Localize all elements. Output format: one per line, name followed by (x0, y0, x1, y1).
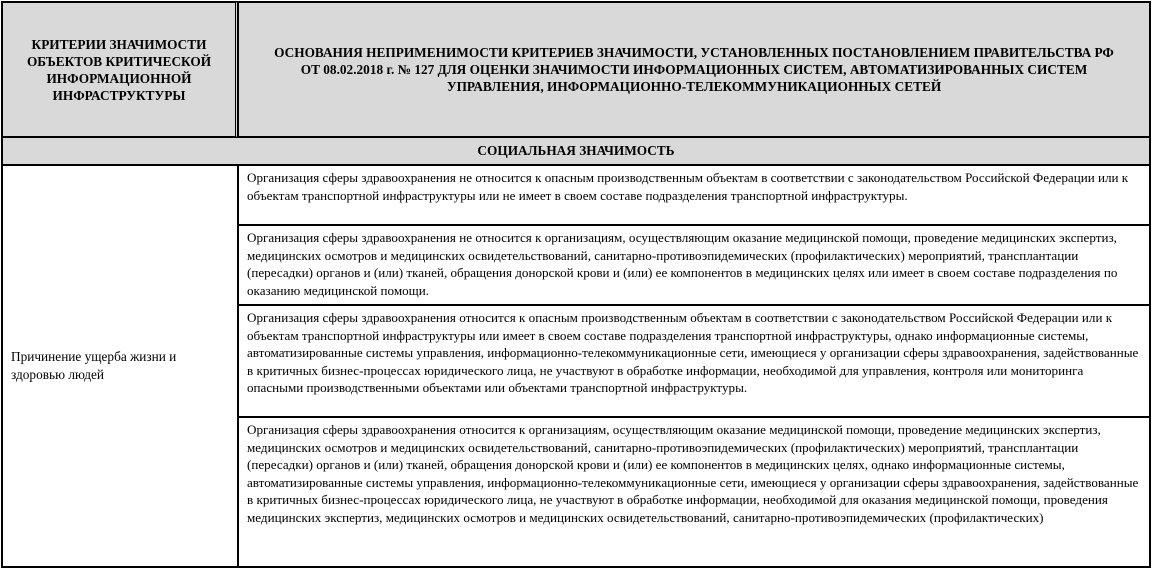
criteria-table (1, 1, 1151, 568)
ground-cell: Организация сферы здравоохранения относится к опасным производственным объектам в соответствии с законодательством Российской Федерации или к объектам транспортной инфраструктуры или имеет в своем составе подразделения транспортной инфраструктуры, однако информационные системы, автоматизированные системы управления, информационно-телекоммуникационные сети, имеющиеся у организации сферы здравоохранения, задействованные в критичных бизнес-процессах юридического лица, не участвуют в обработке информации, необходимой для управления, контроля или мониторинга опасными производственными объектами или объектами транспортной инфраструктуры. (238, 305, 1150, 417)
section-title: СОЦИАЛЬНАЯ ЗНАЧИМОСТЬ (2, 137, 1150, 165)
ground-cell: Организация сферы здравоохранения относится к организациям, осуществляющим оказание медицинской помощи, проведение медицинских экспертиз, медицинских осмотров и медицинских освидетельствований, санитарно-противоэпидемических (профилактических) мероприятий, трансплантации (пересадки) органов и (или) тканей, обращения донорской крови и (или) ее компонентов в медицинских целях, однако информационные системы, автоматизированные системы управления, информационно-телекоммуникационные сети, имеющиеся у организации сферы здравоохранения, задействованные в критичных бизнес-процессах юридического лица, не участвуют в обработке информации, необходимой для оказания медицинской помощи, проведения медицинских экспертиз, медицинских осмотров и медицинских освидетельствований, санитарно-противоэпидемических (профилактических) (238, 417, 1150, 567)
ground-cell: Организация сферы здравоохранения не относится к опасным производственным объектам в соответствии с законодательством Российской Федерации или к объектам транспортной инфраструктуры или не имеет в своем составе подразделения транспортной инфраструктуры. (238, 165, 1150, 225)
criteria-column-header: КРИТЕРИИ ЗНАЧИМОСТИ ОБЪЕКТОВ КРИТИЧЕСКОЙ ИНФОРМАЦИОННОЙ ИНФРАСТРУКТУРЫ (2, 2, 238, 137)
criterion-cell: Причинение ущерба жизни и здоровью людей (2, 165, 238, 567)
table-row (2, 165, 1150, 225)
header-row (2, 2, 1150, 137)
ground-cell: Организация сферы здравоохранения не относится к организациям, осуществляющим оказание медицинской помощи, проведение медицинских экспертиз, медицинских осмотров и медицинских освидетельствований, санитарно-противоэпидемических (профилактических) мероприятий, трансплантации (пересадки) органов и (или) тканей, обращения донорской крови и (или) ее компонентов в медицинских целях или имеет в своем составе подразделения по оказанию медицинской помощи. (238, 225, 1150, 305)
section-row (2, 137, 1150, 165)
grounds-column-header: ОСНОВАНИЯ НЕПРИМЕНИМОСТИ КРИТЕРИЕВ ЗНАЧИМОСТИ, УСТАНОВЛЕННЫХ ПОСТАНОВЛЕНИЕМ ПРАВИТЕЛЬСТВА РФ ОТ 08.02.2018 г. № 127 ДЛЯ ОЦЕНКИ ЗНАЧИМОСТИ ИНФОРМАЦИОННЫХ СИСТЕМ, АВТОМАТИЗИРОВАННЫХ СИСТЕМ УПРАВЛЕНИЯ, ИНФОРМАЦИОННО-ТЕЛЕКОММУНИКАЦИОННЫХ СЕТЕЙ (238, 2, 1150, 137)
